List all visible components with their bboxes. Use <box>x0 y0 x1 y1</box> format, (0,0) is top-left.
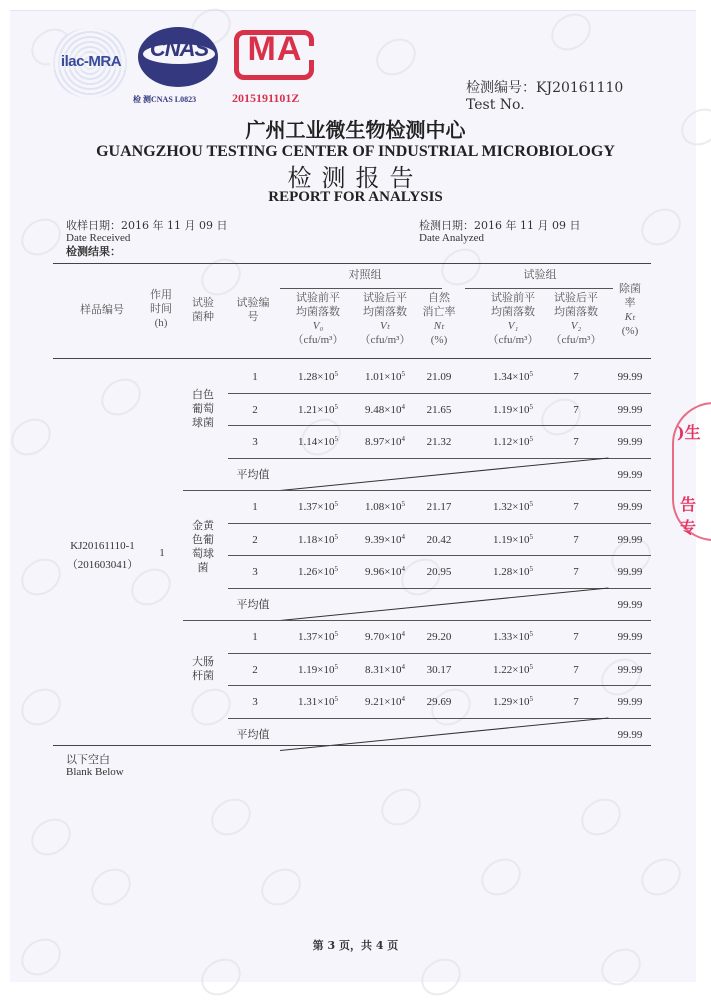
header-v0-l1: 试验前平 <box>296 291 340 304</box>
header-nt-unit: (%) <box>430 334 448 346</box>
cell-v0 <box>283 500 353 514</box>
exponent: 5 <box>334 532 338 541</box>
exponent: 5 <box>334 630 338 638</box>
strain-name-line: 菌 <box>197 560 209 574</box>
strain-name <box>186 519 220 575</box>
exponent: 5 <box>529 532 533 541</box>
date-received-en: Date Received <box>66 232 131 244</box>
cell-no: 1 <box>252 501 258 513</box>
cell-vt <box>350 533 420 547</box>
cell-v2: 7 <box>573 566 579 578</box>
strain-name-line: 白色 <box>192 387 214 401</box>
sample-id-sub: （201603041） <box>66 559 139 571</box>
header-v2-l1: 试验后平 <box>554 291 598 304</box>
header-bottom-rule <box>53 358 651 359</box>
row-divider <box>228 685 651 686</box>
cell-nt: 30.17 <box>426 663 452 676</box>
header-test-no-l1: 试验编 <box>236 296 270 309</box>
row-divider <box>228 653 651 654</box>
header-vt-l2: 均菌落数 <box>363 305 407 318</box>
mantissa: 1.37×10 <box>298 631 335 643</box>
cell-kt: 99.99 <box>617 371 643 383</box>
cell-kt: 99.99 <box>617 566 643 578</box>
strain-name-line: 葡萄 <box>192 401 214 415</box>
header-v2 <box>540 291 612 347</box>
strain-name-line: 大肠 <box>192 654 214 668</box>
cell-vt <box>350 565 420 579</box>
page-number: 第 3 页，共 4 页 <box>312 939 399 952</box>
header-kt-unit: (%) <box>621 325 639 337</box>
row-divider <box>228 425 651 426</box>
sample-id-main: KJ20161110-1 <box>70 540 135 552</box>
mantissa: 8.31×10 <box>365 663 402 676</box>
cell-nt: 29.20 <box>426 631 452 643</box>
row-divider <box>228 588 651 589</box>
cell-v2: 7 <box>573 533 579 546</box>
exponent: 4 <box>401 565 405 573</box>
cell-v0 <box>283 663 353 677</box>
cell-nt: 21.32 <box>426 436 452 448</box>
exponent: 4 <box>401 630 405 638</box>
header-duration <box>142 288 180 330</box>
mantissa: 1.18×10 <box>298 533 335 546</box>
exponent: 5 <box>529 565 533 573</box>
average-label: 平均值 <box>236 597 270 611</box>
exponent: 5 <box>529 435 533 443</box>
header-v0-l2: 均菌落数 <box>296 305 340 318</box>
ilac-mra-text: ilac-MRA <box>52 53 130 70</box>
exponent: 5 <box>334 695 338 703</box>
cell-kt: 99.99 <box>617 696 643 708</box>
average-kt: 99.99 <box>617 728 643 741</box>
row-divider <box>228 458 651 459</box>
mantissa: 1.19×10 <box>298 663 335 676</box>
cell-nt: 20.42 <box>426 533 452 546</box>
cell-vt <box>350 435 420 449</box>
mantissa: 9.21×10 <box>365 696 402 708</box>
exponent: 5 <box>334 565 338 573</box>
duration-value: 1 <box>159 547 165 559</box>
organization-name-cn: 广州工业微生物检测中心 <box>245 118 466 142</box>
header-kt-l2: 率 <box>624 296 636 309</box>
header-sample-no: 样品编号 <box>80 303 124 316</box>
average-label: 平均值 <box>236 727 270 741</box>
average-label: 平均值 <box>236 467 270 481</box>
cell-v0 <box>283 435 353 449</box>
header-duration-l1: 作用 <box>150 288 172 301</box>
header-v0-symbol: V₀ <box>312 320 324 332</box>
exponent: 5 <box>334 662 338 671</box>
cell-v0 <box>283 565 353 579</box>
header-nt-l2: 消亡率 <box>422 305 456 318</box>
cell-kt: 99.99 <box>617 501 643 513</box>
header-v2-symbol: V₂ <box>570 320 582 332</box>
header-duration-l3: (h) <box>154 317 168 329</box>
header-strain-l2: 菌种 <box>192 310 214 323</box>
header-v0 <box>283 291 353 347</box>
cell-v0 <box>283 533 353 547</box>
exponent: 4 <box>401 695 405 703</box>
organization-name-en: GUANGZHOU TESTING CENTER OF INDUSTRIAL MICROBIOLOGY <box>96 143 615 160</box>
group-divider <box>183 620 651 621</box>
strain-name-line: 色葡 <box>192 532 214 546</box>
cell-vt <box>350 695 420 709</box>
mantissa: 1.26×10 <box>298 566 335 578</box>
header-strain-l1: 试验 <box>192 296 214 309</box>
mantissa: 1.37×10 <box>298 501 335 513</box>
mantissa: 9.39×10 <box>365 533 402 546</box>
cell-vt <box>350 370 420 384</box>
cell-vt <box>350 500 420 514</box>
header-vt-symbol: Vₜ <box>380 320 390 332</box>
table-top-rule <box>53 263 651 264</box>
row-divider <box>228 555 651 556</box>
header-nt-l1: 自然 <box>428 291 450 304</box>
exponent: 4 <box>401 662 405 671</box>
header-control-group: 对照组 <box>348 268 382 281</box>
stamp-text-bottom: 告专 <box>680 495 697 537</box>
cell-nt: 21.65 <box>426 403 452 416</box>
mantissa: 1.14×10 <box>298 436 335 448</box>
exponent: 5 <box>334 500 338 508</box>
test-number <box>466 80 623 114</box>
report-title-en: REPORT FOR ANALYSIS <box>268 189 443 205</box>
mantissa: 9.48×10 <box>365 403 402 416</box>
strain-name-line: 金黄 <box>192 518 214 532</box>
mantissa: 1.01×10 <box>365 371 402 383</box>
cell-kt: 99.99 <box>617 631 643 643</box>
row-divider <box>228 523 651 524</box>
blank-below-cn: 以下空白 <box>66 753 110 766</box>
header-vt-l1: 试验后平 <box>363 291 407 304</box>
table-bottom-rule <box>53 745 651 746</box>
cell-vt <box>350 630 420 644</box>
header-duration-l2: 时间 <box>150 302 172 315</box>
mantissa: 1.22×10 <box>493 663 530 676</box>
strain-name <box>186 388 220 430</box>
exponent: 5 <box>334 402 338 411</box>
header-vt <box>350 291 420 347</box>
group-divider <box>183 490 651 491</box>
header-test-group: 试验组 <box>523 268 557 281</box>
mantissa: 1.19×10 <box>493 403 530 416</box>
cell-v2: 7 <box>573 501 579 513</box>
blank-below-en: Blank Below <box>66 766 124 778</box>
header-v1-l1: 试验前平 <box>491 291 535 304</box>
header-test-no <box>228 296 278 324</box>
mantissa: 1.31×10 <box>298 696 335 708</box>
cnas-logo-text: CNAS <box>149 36 209 61</box>
cell-no: 3 <box>252 436 258 448</box>
cell-no: 1 <box>252 631 258 643</box>
header-v1-l2: 均菌落数 <box>491 305 535 318</box>
mantissa: 1.33×10 <box>493 631 530 643</box>
cell-no: 2 <box>252 403 258 416</box>
cell-v0 <box>283 403 353 417</box>
mantissa: 9.70×10 <box>365 631 402 643</box>
exponent: 5 <box>334 370 338 378</box>
header-v2-unit: （cfu/m³） <box>550 334 602 346</box>
header-strain <box>184 296 222 324</box>
cell-nt: 29.69 <box>426 696 452 708</box>
cell-v0 <box>283 630 353 644</box>
exponent: 5 <box>529 500 533 508</box>
average-kt: 99.99 <box>617 468 643 481</box>
cell-vt <box>350 663 420 677</box>
header-kt <box>612 282 648 338</box>
control-group-rule <box>280 288 442 289</box>
mantissa: 8.97×10 <box>365 436 402 448</box>
cell-kt: 99.99 <box>617 436 643 448</box>
blank-below-note <box>66 753 124 779</box>
header-nt-symbol: Nₜ <box>433 320 445 332</box>
mantissa: 1.08×10 <box>365 501 402 513</box>
date-received <box>66 219 227 258</box>
cell-nt: 21.17 <box>426 501 452 513</box>
cell-kt: 99.99 <box>617 403 643 416</box>
strain-name-line: 杆菌 <box>192 668 214 682</box>
results-label: 检测结果： <box>66 245 121 258</box>
exponent: 4 <box>401 402 405 411</box>
cell-kt: 99.99 <box>617 663 643 676</box>
sample-id <box>55 539 150 572</box>
cell-v2: 7 <box>573 371 579 383</box>
mantissa: 1.21×10 <box>298 403 335 416</box>
exponent: 5 <box>529 695 533 703</box>
exponent: 5 <box>529 662 533 671</box>
date-analyzed-en: Date Analyzed <box>419 232 485 244</box>
header-kt-l1: 除菌 <box>619 282 641 295</box>
cell-no: 3 <box>252 566 258 578</box>
report-title-cn: 检测报告 <box>287 164 424 192</box>
mantissa: 1.32×10 <box>493 501 530 513</box>
cell-v2: 7 <box>573 663 579 676</box>
header-nt <box>416 291 462 347</box>
row-divider <box>228 718 651 719</box>
cnas-accreditation-number: 检 测CNAS L0823 <box>133 95 197 104</box>
header-v0-unit: （cfu/m³） <box>292 334 344 346</box>
date-analyzed-cn: 检测日期：2016 年 11 月 09 日 <box>419 219 581 232</box>
stamp-text-top: )生 <box>677 423 701 442</box>
exponent: 5 <box>401 500 405 508</box>
mantissa: 1.28×10 <box>493 566 530 578</box>
test-number-en: Test No. <box>466 97 525 113</box>
exponent: 5 <box>529 370 533 378</box>
test-group-rule <box>465 288 613 289</box>
cell-v0 <box>283 370 353 384</box>
exponent: 5 <box>529 402 533 411</box>
exponent: 4 <box>401 532 405 541</box>
exponent: 4 <box>401 435 405 443</box>
mantissa: 1.12×10 <box>493 436 530 448</box>
strain-name-line: 萄球 <box>192 546 214 560</box>
header-v2-l2: 均菌落数 <box>554 305 598 318</box>
test-number-cn: 检测编号：KJ20161110 <box>466 80 624 96</box>
row-divider <box>228 393 651 394</box>
cell-v2: 7 <box>573 436 579 448</box>
cell-no: 1 <box>252 371 258 383</box>
cell-v0 <box>283 695 353 709</box>
exponent: 5 <box>529 630 533 638</box>
cma-logo-text: MA <box>247 30 303 68</box>
mantissa: 9.96×10 <box>365 566 402 578</box>
strain-name <box>186 655 220 683</box>
mantissa: 1.28×10 <box>298 371 335 383</box>
header-kt-symbol: Kₜ <box>624 311 636 323</box>
cell-v2: 7 <box>573 696 579 708</box>
strain-name-line: 球菌 <box>192 415 214 429</box>
date-received-cn: 收样日期：2016 年 11 月 09 日 <box>66 219 228 232</box>
cell-v2: 7 <box>573 403 579 416</box>
cma-number: 2015191101Z <box>232 91 300 105</box>
cell-no: 3 <box>252 696 258 708</box>
header-v1-unit: （cfu/m³） <box>487 334 539 346</box>
mantissa: 1.34×10 <box>493 371 530 383</box>
header-vt-unit: （cfu/m³） <box>359 334 411 346</box>
cell-nt: 21.09 <box>426 371 452 383</box>
average-kt: 99.99 <box>617 598 643 611</box>
mantissa: 1.29×10 <box>493 696 530 708</box>
date-analyzed <box>419 219 580 245</box>
header-test-no-l2: 号 <box>247 310 259 323</box>
cell-kt: 99.99 <box>617 533 643 546</box>
cell-no: 2 <box>252 663 258 676</box>
cell-vt <box>350 403 420 417</box>
cell-v2: 7 <box>573 631 579 643</box>
exponent: 5 <box>401 370 405 378</box>
header-v1-symbol: V₁ <box>507 320 519 332</box>
cell-nt: 20.95 <box>426 566 452 578</box>
exponent: 5 <box>334 435 338 443</box>
mantissa: 1.19×10 <box>493 533 530 546</box>
cell-no: 2 <box>252 533 258 546</box>
